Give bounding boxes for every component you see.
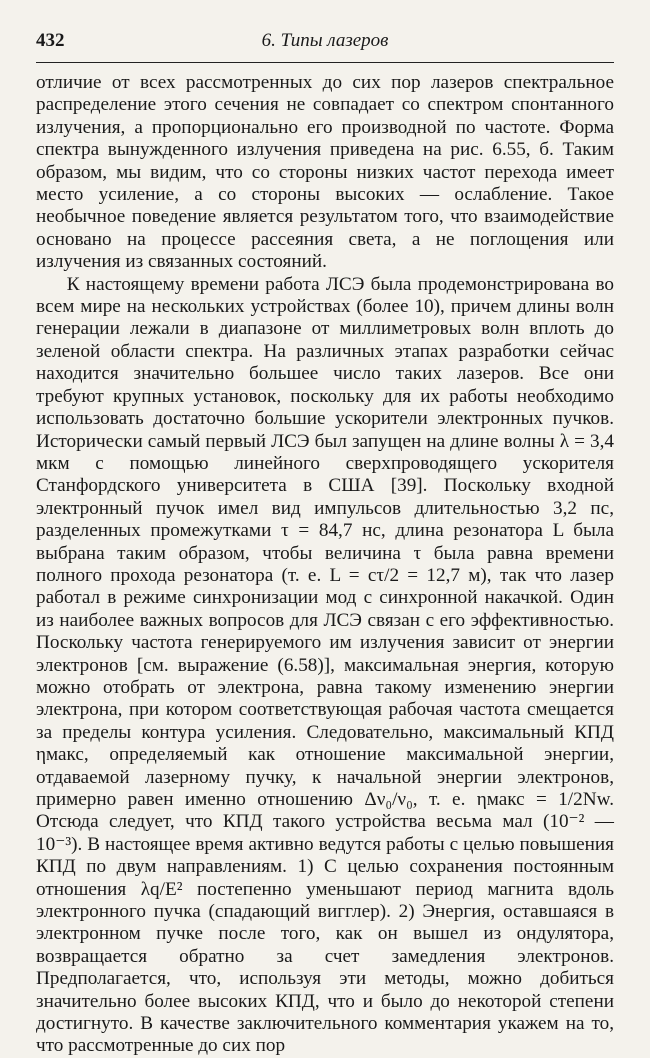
page-header bbox=[36, 30, 614, 56]
page-number: 432 bbox=[36, 30, 65, 51]
running-title: 6. Типы лазеров bbox=[261, 30, 389, 51]
header-rule bbox=[36, 62, 614, 63]
body-text bbox=[36, 72, 614, 1058]
paragraph-continuation: отличие от всех рассмотренных до сих пор лазеров спектральное распределение этого сечения не совпадает со спектром спонтанного излучения, а пропорционально его производной по частоте. Форма спектра вынужденного излучения приведена на рис. 6.55, б. Таким образом, мы видим, что со стороны низких частот перехода имеет место усиление, а со стороны высоких — ослабление. Такое необычное поведение является результатом того, что взаимодействие основано на процессе рассеяния света, а не поглощения или излучения из связанных состояний. bbox=[36, 72, 614, 273]
paragraph-fel-overview: К настоящему времени работа ЛСЭ была продемонстрирована во всем мире на нескольких устройствах (более 10), причем длины волн генерации лежали в диапазоне от миллиметровых волн вплоть до зеленой области спектра. На различных этапах разработки сейчас находится значительно большее число таких лазеров. Все они требуют крупных установок, поскольку для их работы необходимо использовать достаточно большие ускорители электронных пучков. Исторически самый первый ЛСЭ был запущен на длине волны λ = 3,4 мкм с помощью линейного сверхпроводящего ускорителя Станфордского университета в США [39]. Поскольку входной электронный пучок имел вид импульсов длительностью 3,2 пс, разделенных промежутками τ = 84,7 нс, длина резонатора L была выбрана таким образом, чтобы величина τ была равна времени полного прохода резонатора (т. е. L = cτ/2 = 12,7 м), так что лазер работал в режиме синхронизации мод с синхронной накачкой. Один из наиболее важных вопросов для ЛСЭ связан с его эффективностью. Поскольку частота генерируемого им излучения зависит от энергии электронов [см. выражение (6.58)], максимальная энергия, которую можно отобрать от электрона, равна такому изменению энергии электрона, при котором соответствующая рабочая частота смещается за пределы контура усиления. Следовательно, максимальный КПД ηмакс, определяемый как отношение максимальной энергии, отдаваемой лазерному пучку, к начальной энергии электронов, примерно равен именно отношению Δν₀/ν₀, т. е. ηмакс = 1/2Nw. Отсюда следует, что КПД такого устройства весьма мал (10⁻² — 10⁻³). В настоящее время активно ведутся работы с целью повышения КПД по двум направлениям. 1) С целью сохранения постоянным отношения λq/E² постепенно уменьшают период магнита вдоль электронного пучка (спадающий вигглер). 2) Энергия, оставшаяся в электронном пучке после того, как он вышел из ондулятора, возвращается обратно за счет замедления электронов. Предполагается, что, используя эти методы, можно добиться значительно более высоких КПД, что и было до некоторой степени достигнуто. В качестве заключительного комментария укажем на то, что рассмотренные до сих пор bbox=[36, 273, 614, 1057]
